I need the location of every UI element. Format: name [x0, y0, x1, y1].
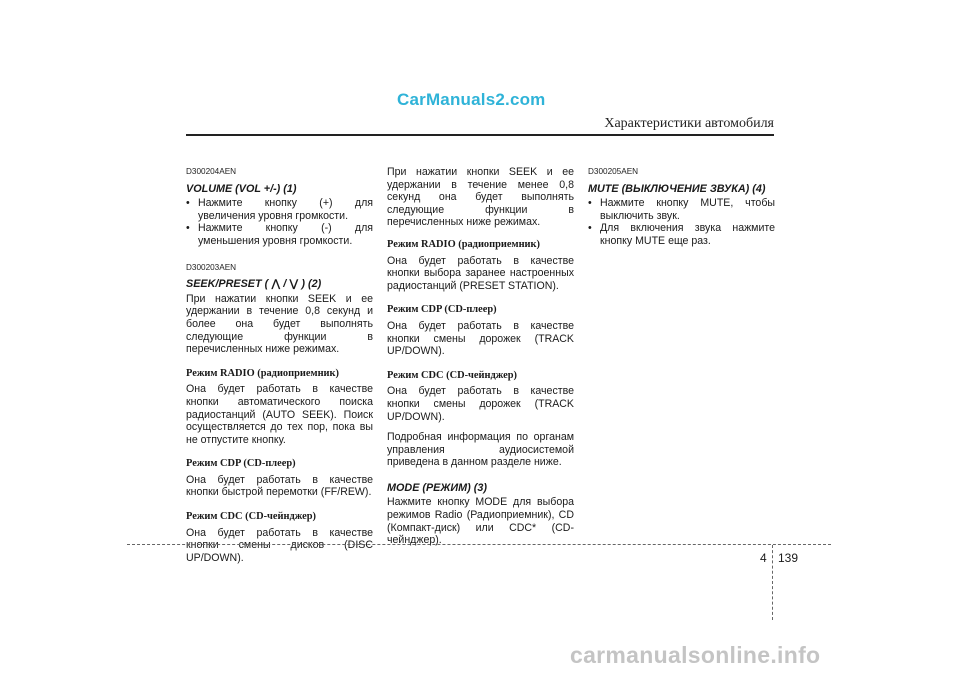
mode-heading: MODE (РЕЖИМ) (3) [387, 481, 487, 494]
radio-mode-text: Она будет работать в качестве кнопки выбора заранее настроенных радиостанций (PRESET STATION). [387, 254, 574, 292]
section-title: Характеристики автомобиля [604, 116, 774, 131]
footer-divider [127, 544, 831, 545]
list-item: • Нажмите кнопку MUTE, чтобы выключить звук. [588, 197, 775, 222]
column-right [588, 166, 775, 248]
page-number: 139 [778, 551, 799, 565]
chapter-number: 4 [760, 551, 767, 565]
header-divider [186, 134, 774, 136]
radio-mode-heading: Режим RADIO (радиоприемник) [387, 238, 540, 250]
list-item: • Для включения звука нажмите кнопку MUTE еще раз. [588, 222, 775, 247]
volume-instructions [186, 197, 373, 247]
mute-heading: MUTE (ВЫКЛЮЧЕНИЕ ЗВУКА) (4) [588, 182, 766, 195]
carmanualsonline-watermark: carmanualsonline.info [570, 642, 821, 668]
mute-section-code: D300205AEN [588, 167, 639, 176]
page-number-divider [772, 545, 773, 620]
volume-heading: VOLUME (VOL +/-) (1) [186, 182, 297, 195]
mode-text: Нажмите кнопку MODE для выбора режимов Radio (Радиоприемник), CD (Компакт-диск) или CDC* (CD-чейнджер). [387, 496, 574, 547]
seek-long-press-intro: При нажатии кнопки SEEK и ее удержании в течение 0,8 секунд и более она будет выполнять следующие функции в перечисленных ниже режимах. [186, 292, 373, 356]
cdp-mode-text: Она будет работать в качестве кнопки смены дорожек (TRACK UP/DOWN). [387, 319, 574, 358]
more-info-text: Подробная информация по органам управления аудиосистемой приведена в данном разделе ниже. [387, 431, 574, 469]
cdc-mode-heading: Режим CDC (CD-чейнджер) [387, 369, 518, 381]
cdc-mode-heading: Режим CDC (CD-чейнджер) [186, 511, 317, 523]
cdc-mode-text: Она будет работать в качестве кнопки смены дисков (DISC UP/DOWN). [186, 526, 373, 564]
column-middle [387, 166, 574, 547]
column-left [186, 166, 373, 564]
mute-instructions [588, 197, 775, 247]
seek-preset-heading: SEEK/PRESET ( ⋀ / ⋁ ) (2) [186, 278, 322, 291]
cdc-mode-text: Она будет работать в качестве кнопки смены дорожек (TRACK UP/DOWN). [387, 385, 574, 423]
cdp-mode-heading: Режим CDP (CD-плеер) [387, 304, 497, 316]
seek-section-code: D300203AEN [186, 262, 237, 272]
cdp-mode-heading: Режим CDP (CD-плеер) [186, 458, 296, 470]
list-item: • Нажмите кнопку (+) для увеличения уровня громкости. [186, 197, 373, 222]
cdp-mode-text: Она будет работать в качестве кнопки быстрой перемотки (FF/REW). [186, 473, 373, 499]
seek-short-press-intro: При нажатии кнопки SEEK и ее удержании в течение менее 0,8 секунд она будет выполнять следующие функции в перечисленных ниже режимах. [387, 166, 574, 229]
carmanuals2-watermark: CarManuals2.com [397, 90, 546, 109]
list-item: • Нажмите кнопку (-) для уменьшения уровня громкости. [186, 222, 373, 247]
volume-section-code: D300204AEN [186, 167, 237, 176]
radio-mode-text: Она будет работать в качестве кнопки автоматического поиска радиостанций (AUTO SEEK). Поиск осуществляется до тех пор, пока вы не отпустите кнопку. [186, 383, 373, 446]
radio-mode-heading: Режим RADIO (радиоприемник) [186, 367, 339, 379]
